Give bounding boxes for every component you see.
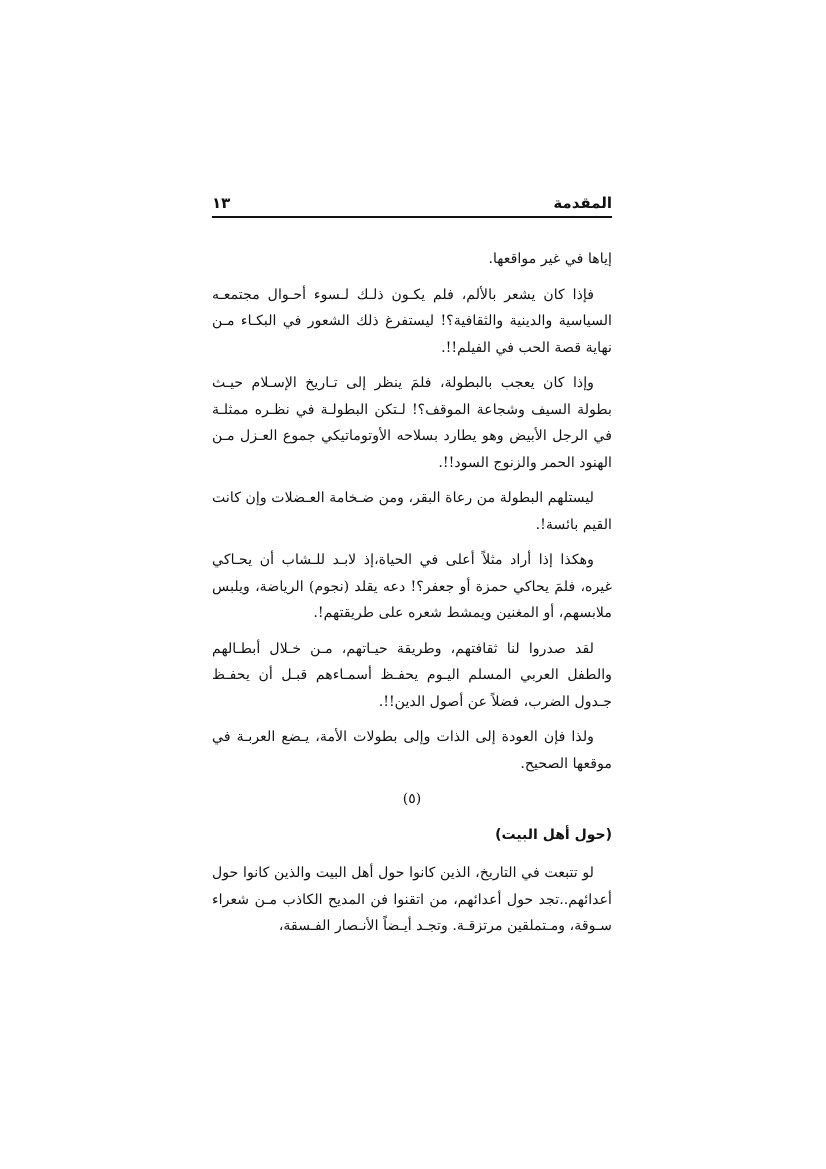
paragraph: وهكذا إذا أراد مثلاً أعلى في الحياة،إذ لابـد للـشاب أن يحـاكي غيره، فلمَ يحاكي حمزة أو جعفر؟! دعه يقلد (نجوم) الرياضة، ويلبس ملابسهم، أو المغنين ويمشط شعره على طريقتهم!. bbox=[212, 552, 612, 621]
paragraph: وإذا كان يعجب بالبطولة، فلمَ ينظر إلى تـاريخ الإسـلام حيـث بطولة السيف وشجاعة الموقف؟! لـتكن البطولـة في نظـره ممثلـة في الرجل الأبيض وهو يطارد بسلاحه الأوتوماتيكي جموع العـزل مـن الهنود الحمر والزنوج السود!!. bbox=[212, 375, 612, 471]
header-rule bbox=[212, 216, 612, 218]
paragraph: ولذا فإن العودة إلى الذات وإلى بطولات الأمة، يـضع العربـة في موقعها الصحيح. bbox=[212, 729, 612, 772]
page-number: ١٣ bbox=[212, 194, 231, 212]
document-page bbox=[212, 0, 612, 1169]
running-header bbox=[212, 186, 612, 212]
paragraph: ليستلهم البطولة من رعاة البقر، ومن ضـخامة العـضلات وإن كانت القيم بائسة!. bbox=[212, 490, 612, 533]
section-divider: (٥) bbox=[402, 791, 422, 807]
section-subheading: (حول أهل البيت) bbox=[495, 827, 612, 843]
paragraph: إياها في غير مواقعها. bbox=[488, 251, 612, 267]
paragraph: لو تتبعت في التاريخ، الذين كانوا حول أهل البيت والذين كانوا حول أعدائهم..تجد حول أعدائهم، من اتقنوا فن المديح الكاذب مـن شعراء سـوقة، ومـتملقين مرتزقـة. وتجـد أيـضاً الأنـصار الفـسقة، bbox=[212, 865, 612, 934]
paragraph: فإذا كان يشعر بالألم، فلم يكـون ذلـك لـسوء أحـوال مجتمعـه السياسية والدينية والثقافية؟! ليستفرغ ذلك الشعور في البكـاء مـن نهاية قصة الحب في الفيلم!!. bbox=[212, 286, 612, 356]
section-title: المقدمة bbox=[553, 194, 612, 212]
body-text bbox=[212, 246, 612, 949]
paragraph: لقد صدروا لنا ثقافتهم، وطريقة حيـاتهم، مـن خـلال أبطـالهم والطفل العربي المسلم اليـوم يحفـظ أسمـاءهم قبـل أن يحفـظ جـدول الضرب، فضلاً عن أصول الدين!!. bbox=[212, 640, 612, 710]
